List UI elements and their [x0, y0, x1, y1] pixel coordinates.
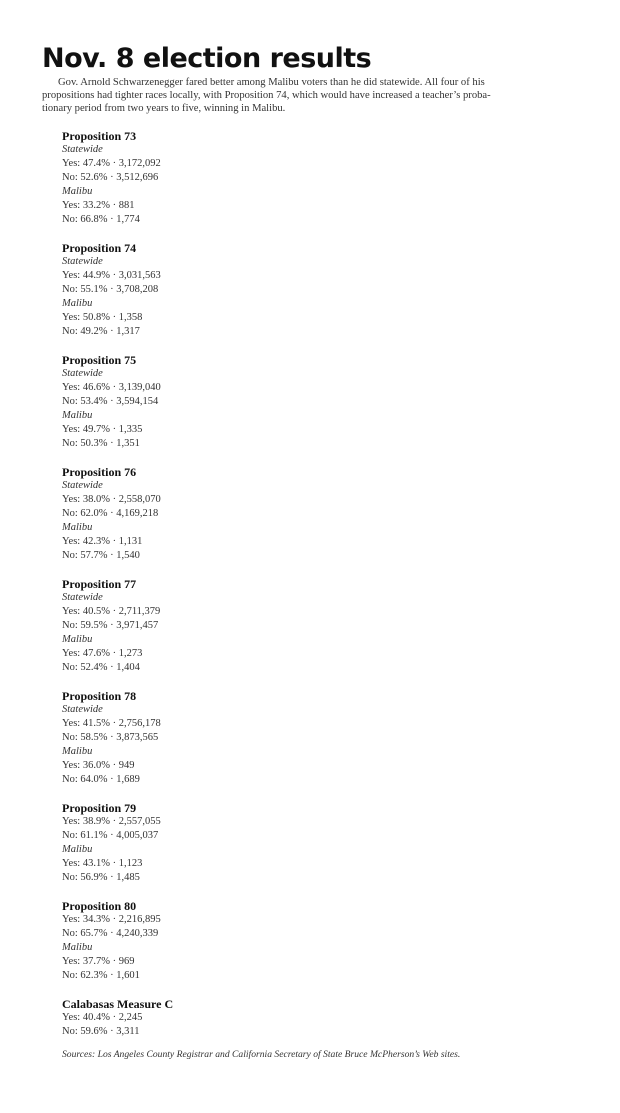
vote-result-row: No: 62.3% · 1,601 — [62, 970, 140, 981]
vote-result-row: No: 58.5% · 3,873,565 — [62, 732, 159, 743]
area-label: Malibu — [62, 844, 93, 855]
vote-result-row: Yes: 37.7% · 969 — [62, 956, 135, 967]
measure-title: Proposition 74 — [62, 241, 137, 255]
vote-result-row: No: 65.7% · 4,240,339 — [62, 928, 159, 939]
vote-result-row: Yes: 33.2% · 881 — [62, 200, 135, 211]
result-block — [62, 353, 462, 451]
vote-result-row: Yes: 40.4% · 2,245 — [62, 1012, 143, 1023]
area-label: Statewide — [62, 368, 103, 379]
measure-title: Proposition 79 — [62, 801, 137, 815]
area-label: Statewide — [62, 480, 103, 491]
vote-result-row: Yes: 43.1% · 1,123 — [62, 858, 143, 869]
intro-line: propositions had tighter races locally, with Proposition 74, which would have increased a teacher’s proba- — [42, 90, 491, 101]
intro-line: tionary period from two years to five, winning in Malibu. — [42, 103, 286, 114]
vote-result-row: No: 62.0% · 4,169,218 — [62, 508, 159, 519]
area-label: Malibu — [62, 522, 93, 533]
vote-result-row: No: 50.3% · 1,351 — [62, 438, 140, 449]
vote-result-row: Yes: 42.3% · 1,131 — [62, 536, 143, 547]
measure-title: Proposition 77 — [62, 577, 137, 591]
sources-note: Sources: Los Angeles County Registrar and California Secretary of State Bruce McPherson’s Web sites. — [62, 1049, 461, 1060]
result-block — [62, 241, 462, 339]
vote-result-row: Yes: 50.8% · 1,358 — [62, 312, 143, 323]
vote-result-row: No: 59.5% · 3,971,457 — [62, 620, 159, 631]
result-block — [62, 899, 462, 983]
measure-title: Proposition 76 — [62, 465, 137, 479]
result-block — [62, 465, 462, 563]
vote-result-row: No: 64.0% · 1,689 — [62, 774, 140, 785]
result-block — [62, 577, 462, 675]
vote-result-row: No: 55.1% · 3,708,208 — [62, 284, 159, 295]
result-block — [62, 129, 462, 227]
vote-result-row: Yes: 38.0% · 2,558,070 — [62, 494, 161, 505]
area-label: Malibu — [62, 634, 93, 645]
vote-result-row: Yes: 47.6% · 1,273 — [62, 648, 143, 659]
vote-result-row: No: 57.7% · 1,540 — [62, 550, 140, 561]
vote-result-row: Yes: 34.3% · 2,216,895 — [62, 914, 161, 925]
vote-result-row: Yes: 47.4% · 3,172,092 — [62, 158, 161, 169]
area-label: Statewide — [62, 592, 103, 603]
result-block — [62, 801, 462, 885]
area-label: Malibu — [62, 298, 93, 309]
vote-result-row: Yes: 41.5% · 2,756,178 — [62, 718, 161, 729]
measure-title: Proposition 73 — [62, 129, 137, 143]
page-headline: Nov. 8 election results — [42, 43, 372, 74]
intro-paragraph — [42, 76, 582, 115]
vote-result-row: No: 59.6% · 3,311 — [62, 1026, 140, 1037]
area-label: Malibu — [62, 746, 93, 757]
vote-result-row: No: 66.8% · 1,774 — [62, 214, 140, 225]
vote-result-row: No: 53.4% · 3,594,154 — [62, 396, 159, 407]
vote-result-row: Yes: 46.6% · 3,139,040 — [62, 382, 161, 393]
area-label: Statewide — [62, 704, 103, 715]
results-list — [62, 129, 462, 1053]
measure-title: Calabasas Measure C — [62, 997, 174, 1011]
measure-title: Proposition 80 — [62, 899, 137, 913]
vote-result-row: Yes: 49.7% · 1,335 — [62, 424, 143, 435]
vote-result-row: Yes: 38.9% · 2,557,055 — [62, 816, 161, 827]
vote-result-row: Yes: 44.9% · 3,031,563 — [62, 270, 161, 281]
result-block — [62, 689, 462, 787]
area-label: Malibu — [62, 942, 93, 953]
result-block — [62, 997, 462, 1039]
vote-result-row: Yes: 36.0% · 949 — [62, 760, 135, 771]
measure-title: Proposition 75 — [62, 353, 137, 367]
area-label: Malibu — [62, 410, 93, 421]
vote-result-row: No: 52.6% · 3,512,696 — [62, 172, 159, 183]
vote-result-row: Yes: 40.5% · 2,711,379 — [62, 606, 161, 617]
intro-line: Gov. Arnold Schwarzenegger fared better among Malibu voters than he did statewide. All four of his — [58, 77, 485, 88]
area-label: Malibu — [62, 186, 93, 197]
vote-result-row: No: 56.9% · 1,485 — [62, 872, 140, 883]
area-label: Statewide — [62, 256, 103, 267]
vote-result-row: No: 52.4% · 1,404 — [62, 662, 140, 673]
area-label: Statewide — [62, 144, 103, 155]
vote-result-row: No: 61.1% · 4,005,037 — [62, 830, 159, 841]
vote-result-row: No: 49.2% · 1,317 — [62, 326, 140, 337]
measure-title: Proposition 78 — [62, 689, 137, 703]
